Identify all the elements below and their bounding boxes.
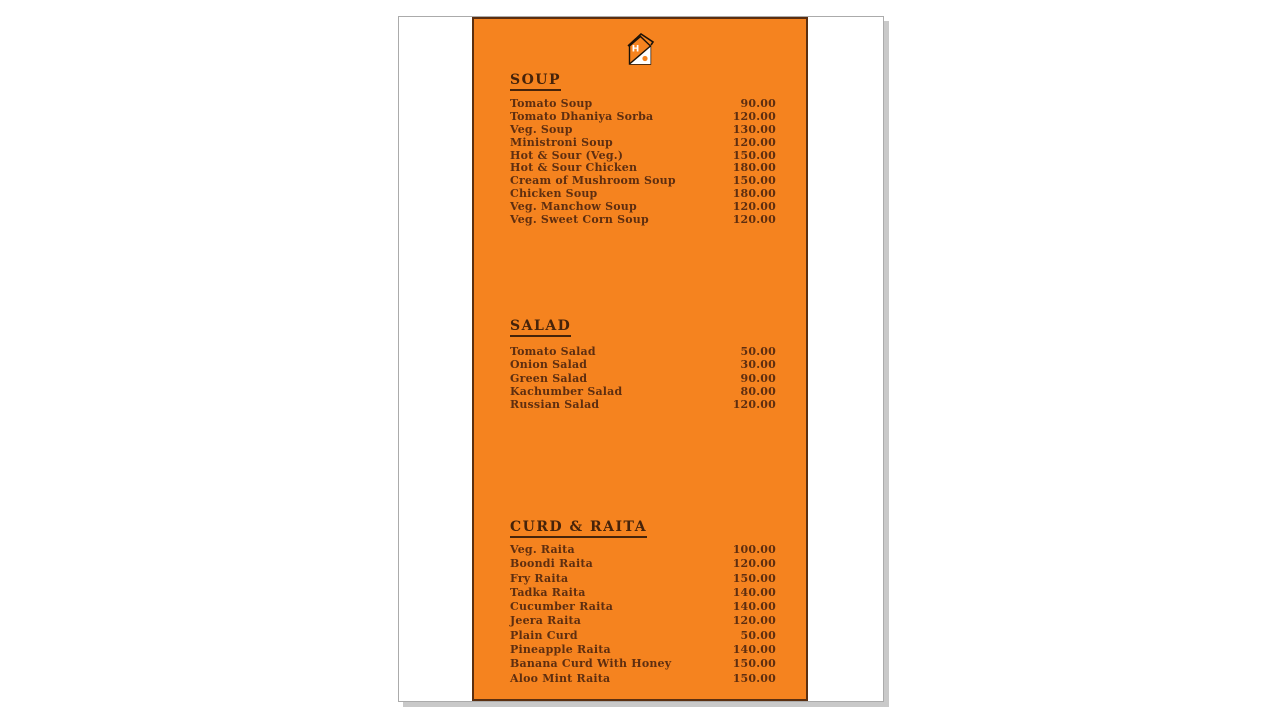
menu-item-row <box>510 385 776 398</box>
menu-item-price: 120.00 <box>732 557 776 571</box>
menu-item-price: 100.00 <box>732 543 776 556</box>
menu-item-price: 50.00 <box>740 628 776 642</box>
menu-item-row <box>510 136 776 149</box>
menu-item-row <box>510 358 776 371</box>
menu-item-price: 150.00 <box>732 571 776 585</box>
section-list-salad <box>510 345 776 411</box>
menu-item-row <box>510 200 776 213</box>
menu-item-row <box>510 643 776 657</box>
menu-item-name: Veg. Manchow Soup <box>510 200 637 214</box>
menu-item-name: Veg. Sweet Corn Soup <box>510 213 649 227</box>
menu-item-price: 140.00 <box>732 643 776 657</box>
menu-item-price: 150.00 <box>732 174 776 188</box>
menu-item-name: Kachumber Salad <box>510 384 623 398</box>
menu-item-name: Veg. Raita <box>510 543 575 556</box>
menu-item-price: 120.00 <box>732 398 776 412</box>
logo-letter: H <box>631 44 640 55</box>
menu-item-name: Cream of Mushroom Soup <box>510 174 676 188</box>
menu-item-row <box>510 672 776 686</box>
menu-item-name: Aloo Mint Raita <box>510 671 611 685</box>
restaurant-house-logo-icon <box>625 32 655 68</box>
menu-item-name: Hot & Sour Chicken <box>510 161 638 175</box>
menu-item-price: 120.00 <box>732 135 776 149</box>
menu-item-name: Fry Raita <box>510 571 569 585</box>
menu-item-row <box>510 657 776 671</box>
menu-item-name: Boondi Raita <box>510 557 593 571</box>
menu-item-name: Onion Salad <box>510 358 588 372</box>
menu-item-row <box>510 174 776 187</box>
menu-item-price: 140.00 <box>732 585 776 599</box>
menu-item-name: Hot & Sour (Veg.) <box>510 148 624 162</box>
menu-item-name: Pineapple Raita <box>510 643 611 657</box>
menu-item-name: Russian Salad <box>510 398 600 412</box>
section-list-curd-raita <box>510 543 776 686</box>
menu-item-price: 50.00 <box>740 345 776 358</box>
menu-item-name: Tadka Raita <box>510 585 586 599</box>
menu-item-price: 130.00 <box>732 122 776 136</box>
menu-item-price: 30.00 <box>740 358 776 372</box>
menu-item-row <box>510 110 776 123</box>
menu-item-row <box>510 543 776 557</box>
menu-item-row <box>510 614 776 628</box>
menu-item-row <box>510 187 776 200</box>
menu-item-price: 180.00 <box>732 187 776 201</box>
menu-item-name: Banana Curd With Honey <box>510 657 672 671</box>
section-list-soup <box>510 97 776 226</box>
menu-item-row <box>510 213 776 226</box>
menu-item-price: 180.00 <box>732 161 776 175</box>
menu-item-name: Green Salad <box>510 371 588 385</box>
menu-item-price: 150.00 <box>732 657 776 671</box>
menu-item-row <box>510 372 776 385</box>
menu-item-name: Tomato Salad <box>510 345 596 358</box>
section-header-soup: SOUP <box>510 73 561 91</box>
menu-item-row <box>510 557 776 571</box>
menu-item-price: 150.00 <box>732 148 776 162</box>
menu-item-name: Jeera Raita <box>510 614 582 628</box>
menu-item-name: Plain Curd <box>510 628 578 642</box>
menu-item-name: Veg. Soup <box>510 122 573 136</box>
menu-item-price: 120.00 <box>732 109 776 123</box>
menu-item-price: 140.00 <box>732 600 776 614</box>
menu-item-row <box>510 123 776 136</box>
menu-item-name: Ministroni Soup <box>510 135 613 149</box>
menu-page <box>398 16 884 702</box>
menu-orange-panel <box>472 17 808 701</box>
menu-item-row <box>510 586 776 600</box>
menu-item-price: 90.00 <box>740 97 776 110</box>
menu-item-row <box>510 345 776 358</box>
menu-item-row <box>510 629 776 643</box>
menu-item-price: 120.00 <box>732 614 776 628</box>
logo-orange-dot <box>642 56 647 61</box>
menu-item-name: Tomato Soup <box>510 97 593 110</box>
menu-item-price: 80.00 <box>740 384 776 398</box>
menu-item-row <box>510 97 776 110</box>
section-header-curd-raita: CURD & RAITA <box>510 520 647 538</box>
menu-item-row <box>510 161 776 174</box>
menu-item-row <box>510 572 776 586</box>
section-header-salad: SALAD <box>510 319 571 337</box>
menu-item-row <box>510 600 776 614</box>
menu-item-name: Chicken Soup <box>510 187 598 201</box>
menu-item-name: Tomato Dhaniya Sorba <box>510 109 654 123</box>
menu-item-price: 150.00 <box>732 671 776 685</box>
menu-item-row <box>510 398 776 411</box>
menu-item-price: 90.00 <box>740 371 776 385</box>
menu-item-row <box>510 149 776 162</box>
menu-item-price: 120.00 <box>732 200 776 214</box>
menu-item-name: Cucumber Raita <box>510 600 614 614</box>
menu-item-price: 120.00 <box>732 213 776 227</box>
